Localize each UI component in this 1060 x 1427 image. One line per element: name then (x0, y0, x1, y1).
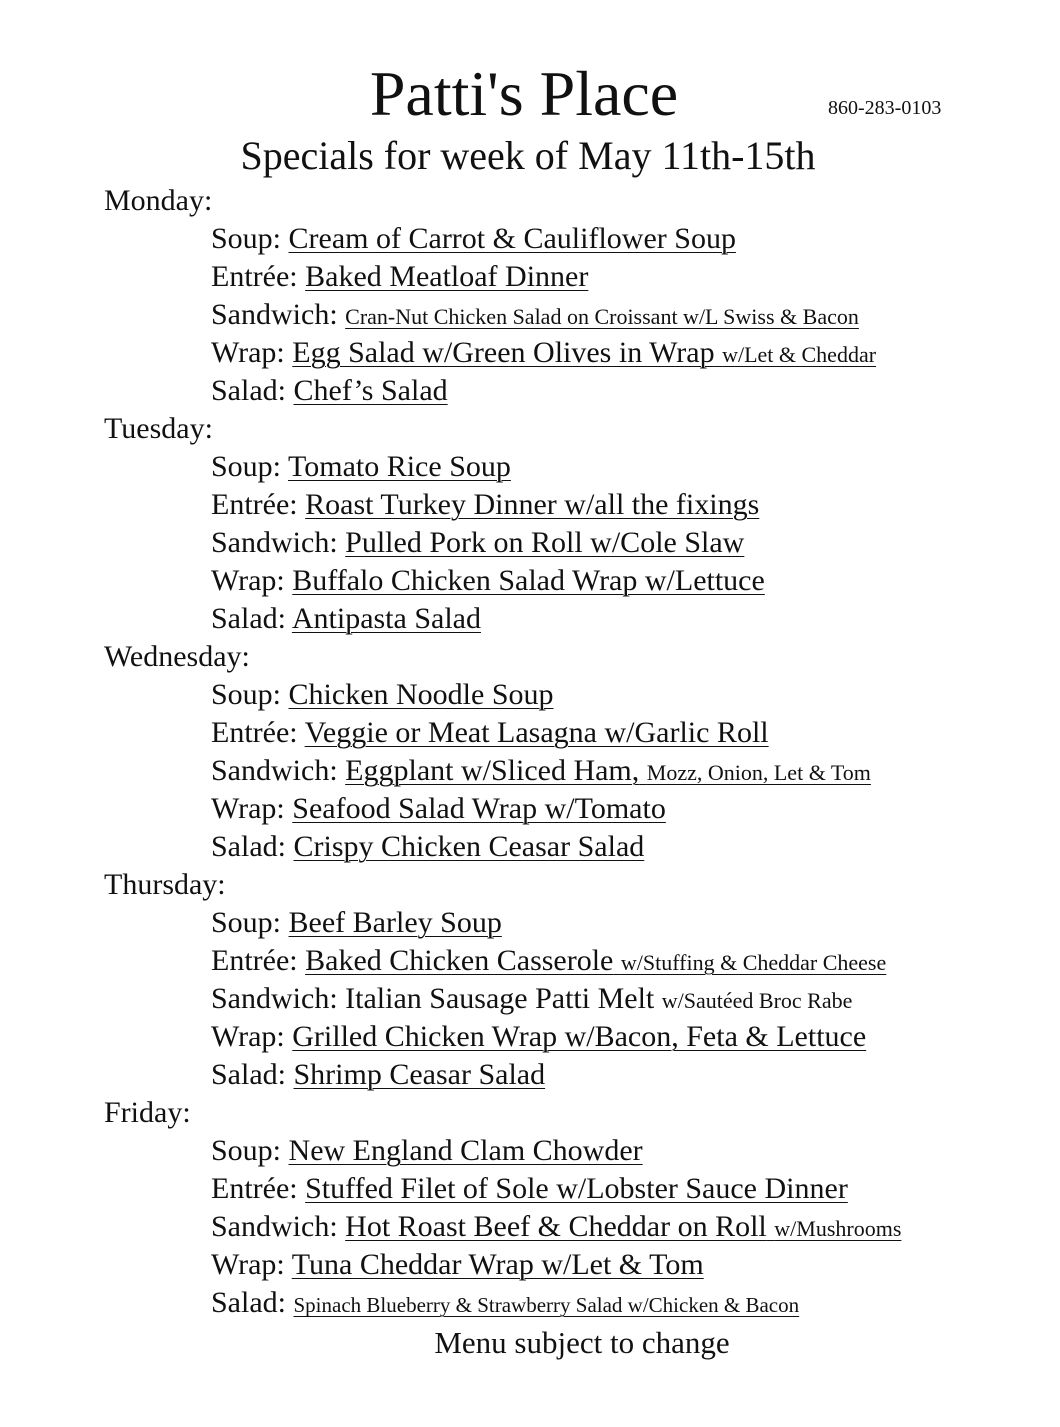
item-label: Sandwich: (211, 526, 338, 559)
item-name: Crispy Chicken Ceasar Salad (293, 830, 645, 863)
item-label: Sandwich: (211, 982, 338, 1015)
menu-item-sandwich (211, 752, 1044, 790)
item-detail: w/Mushrooms (774, 1216, 902, 1241)
item-detail: w/Let & Cheddar (722, 342, 877, 367)
item-name: Tomato Rice Soup (288, 450, 511, 483)
menu-item-wrap (211, 562, 1044, 600)
item-label: Soup: (211, 1134, 282, 1167)
menu-item-entree (211, 942, 1044, 980)
menu-item-wrap (211, 334, 1044, 372)
page-subtitle: Specials for week of May 11th-15th (240, 133, 816, 178)
menu-item-entree (211, 258, 1044, 296)
item-name: Cream of Carrot & Cauliflower Soup (288, 222, 736, 255)
menu-item-soup (211, 904, 1044, 942)
item-label: Sandwich: (211, 754, 338, 787)
item-label: Soup: (211, 222, 282, 255)
menu-item-salad (211, 828, 1044, 866)
item-detail: w/Stuffing & Cheddar Cheese (620, 950, 887, 975)
menu-item-wrap (211, 1018, 1044, 1056)
item-label: Soup: (211, 450, 282, 483)
item-name: Buffalo Chicken Salad Wrap w/Lettuce (292, 564, 765, 597)
menu-item-soup (211, 220, 1044, 258)
item-label: Wrap: (211, 336, 285, 369)
item-label: Salad: (211, 830, 286, 863)
item-detail: Cran-Nut Chicken Salad on Croissant w/L Swiss & Bacon (345, 304, 859, 329)
day-thursday (104, 866, 1044, 1094)
item-detail: Spinach Blueberry & Strawberry Salad w/Chicken & Bacon (293, 1293, 800, 1317)
day-friday (104, 1094, 1044, 1322)
menu-item-sandwich (211, 524, 1044, 562)
item-label: Salad: (211, 1058, 286, 1091)
item-label: Wrap: (211, 1248, 285, 1281)
item-name: Hot Roast Beef & Cheddar on Roll (345, 1210, 767, 1243)
menu-item-entree (211, 1170, 1044, 1208)
item-name: Chicken Noodle Soup (288, 678, 554, 711)
menu-item-sandwich (211, 1208, 1044, 1246)
item-label: Sandwich: (211, 298, 338, 331)
item-name: Grilled Chicken Wrap w/Bacon, Feta & Lettuce (292, 1020, 867, 1053)
menu-item-wrap (211, 790, 1044, 828)
item-label: Entrée: (211, 488, 298, 521)
item-name: Roast Turkey Dinner w/all the fixings (305, 488, 760, 521)
item-name: Beef Barley Soup (288, 906, 502, 939)
menu-item-salad (211, 600, 1044, 638)
item-label: Wrap: (211, 792, 285, 825)
day-label: Thursday: (104, 868, 226, 901)
item-name: Baked Chicken Casserole (305, 944, 614, 977)
item-name: Seafood Salad Wrap w/Tomato (292, 792, 666, 825)
item-label: Salad: (211, 1286, 286, 1319)
item-label: Entrée: (211, 716, 298, 749)
page-title: Patti's Place (369, 58, 679, 129)
item-name: Pulled Pork on Roll w/Cole Slaw (345, 526, 745, 559)
item-label: Salad: (211, 374, 286, 407)
day-monday (104, 182, 1044, 410)
item-name: Chef’s Salad (293, 374, 448, 407)
day-label: Monday: (104, 184, 213, 217)
item-detail: w/Sautéed Broc Rabe (661, 988, 853, 1013)
item-name: New England Clam Chowder (288, 1134, 643, 1167)
item-name: Italian Sausage Patti Melt (345, 982, 655, 1015)
menu-item-soup (211, 1132, 1044, 1170)
item-name: Baked Meatloaf Dinner (305, 260, 589, 293)
menu-item-soup (211, 676, 1044, 714)
item-label: Entrée: (211, 260, 298, 293)
item-label: Entrée: (211, 944, 298, 977)
phone-number: 860-283-0103 (828, 97, 942, 119)
item-label: Wrap: (211, 1020, 285, 1053)
item-detail: Mozz, Onion, Let & Tom (646, 760, 871, 785)
item-name: Egg Salad w/Green Olives in Wrap (292, 336, 715, 369)
menu-item-salad (211, 1284, 1044, 1322)
footer-note: Menu subject to change (434, 1325, 730, 1360)
item-name: Veggie or Meat Lasagna w/Garlic Roll (304, 716, 769, 749)
menu-item-salad (211, 372, 1044, 410)
menu-item-sandwich (211, 296, 1044, 334)
item-label: Entrée: (211, 1172, 298, 1205)
item-label: Sandwich: (211, 1210, 338, 1243)
menu-item-salad (211, 1056, 1044, 1094)
item-label: Salad: (211, 602, 286, 635)
day-wednesday (104, 638, 1044, 866)
menu-item-wrap (211, 1246, 1044, 1284)
item-label: Soup: (211, 678, 282, 711)
menu-item-entree (211, 714, 1044, 752)
menu-item-entree (211, 486, 1044, 524)
menu-item-soup (211, 448, 1044, 486)
item-name: Shrimp Ceasar Salad (293, 1058, 546, 1091)
specials-list (104, 182, 1044, 1322)
item-name: Tuna Cheddar Wrap w/Let & Tom (291, 1248, 704, 1281)
day-label: Friday: (104, 1096, 191, 1129)
item-label: Wrap: (211, 564, 285, 597)
day-label: Tuesday: (104, 412, 213, 445)
item-label: Soup: (211, 906, 282, 939)
item-name: Stuffed Filet of Sole w/Lobster Sauce Dinner (305, 1172, 848, 1205)
item-name: Eggplant w/Sliced Ham, (345, 754, 640, 787)
day-label: Wednesday: (104, 640, 250, 673)
day-tuesday (104, 410, 1044, 638)
menu-item-sandwich (211, 980, 1044, 1018)
item-name: Antipasta Salad (291, 602, 481, 635)
